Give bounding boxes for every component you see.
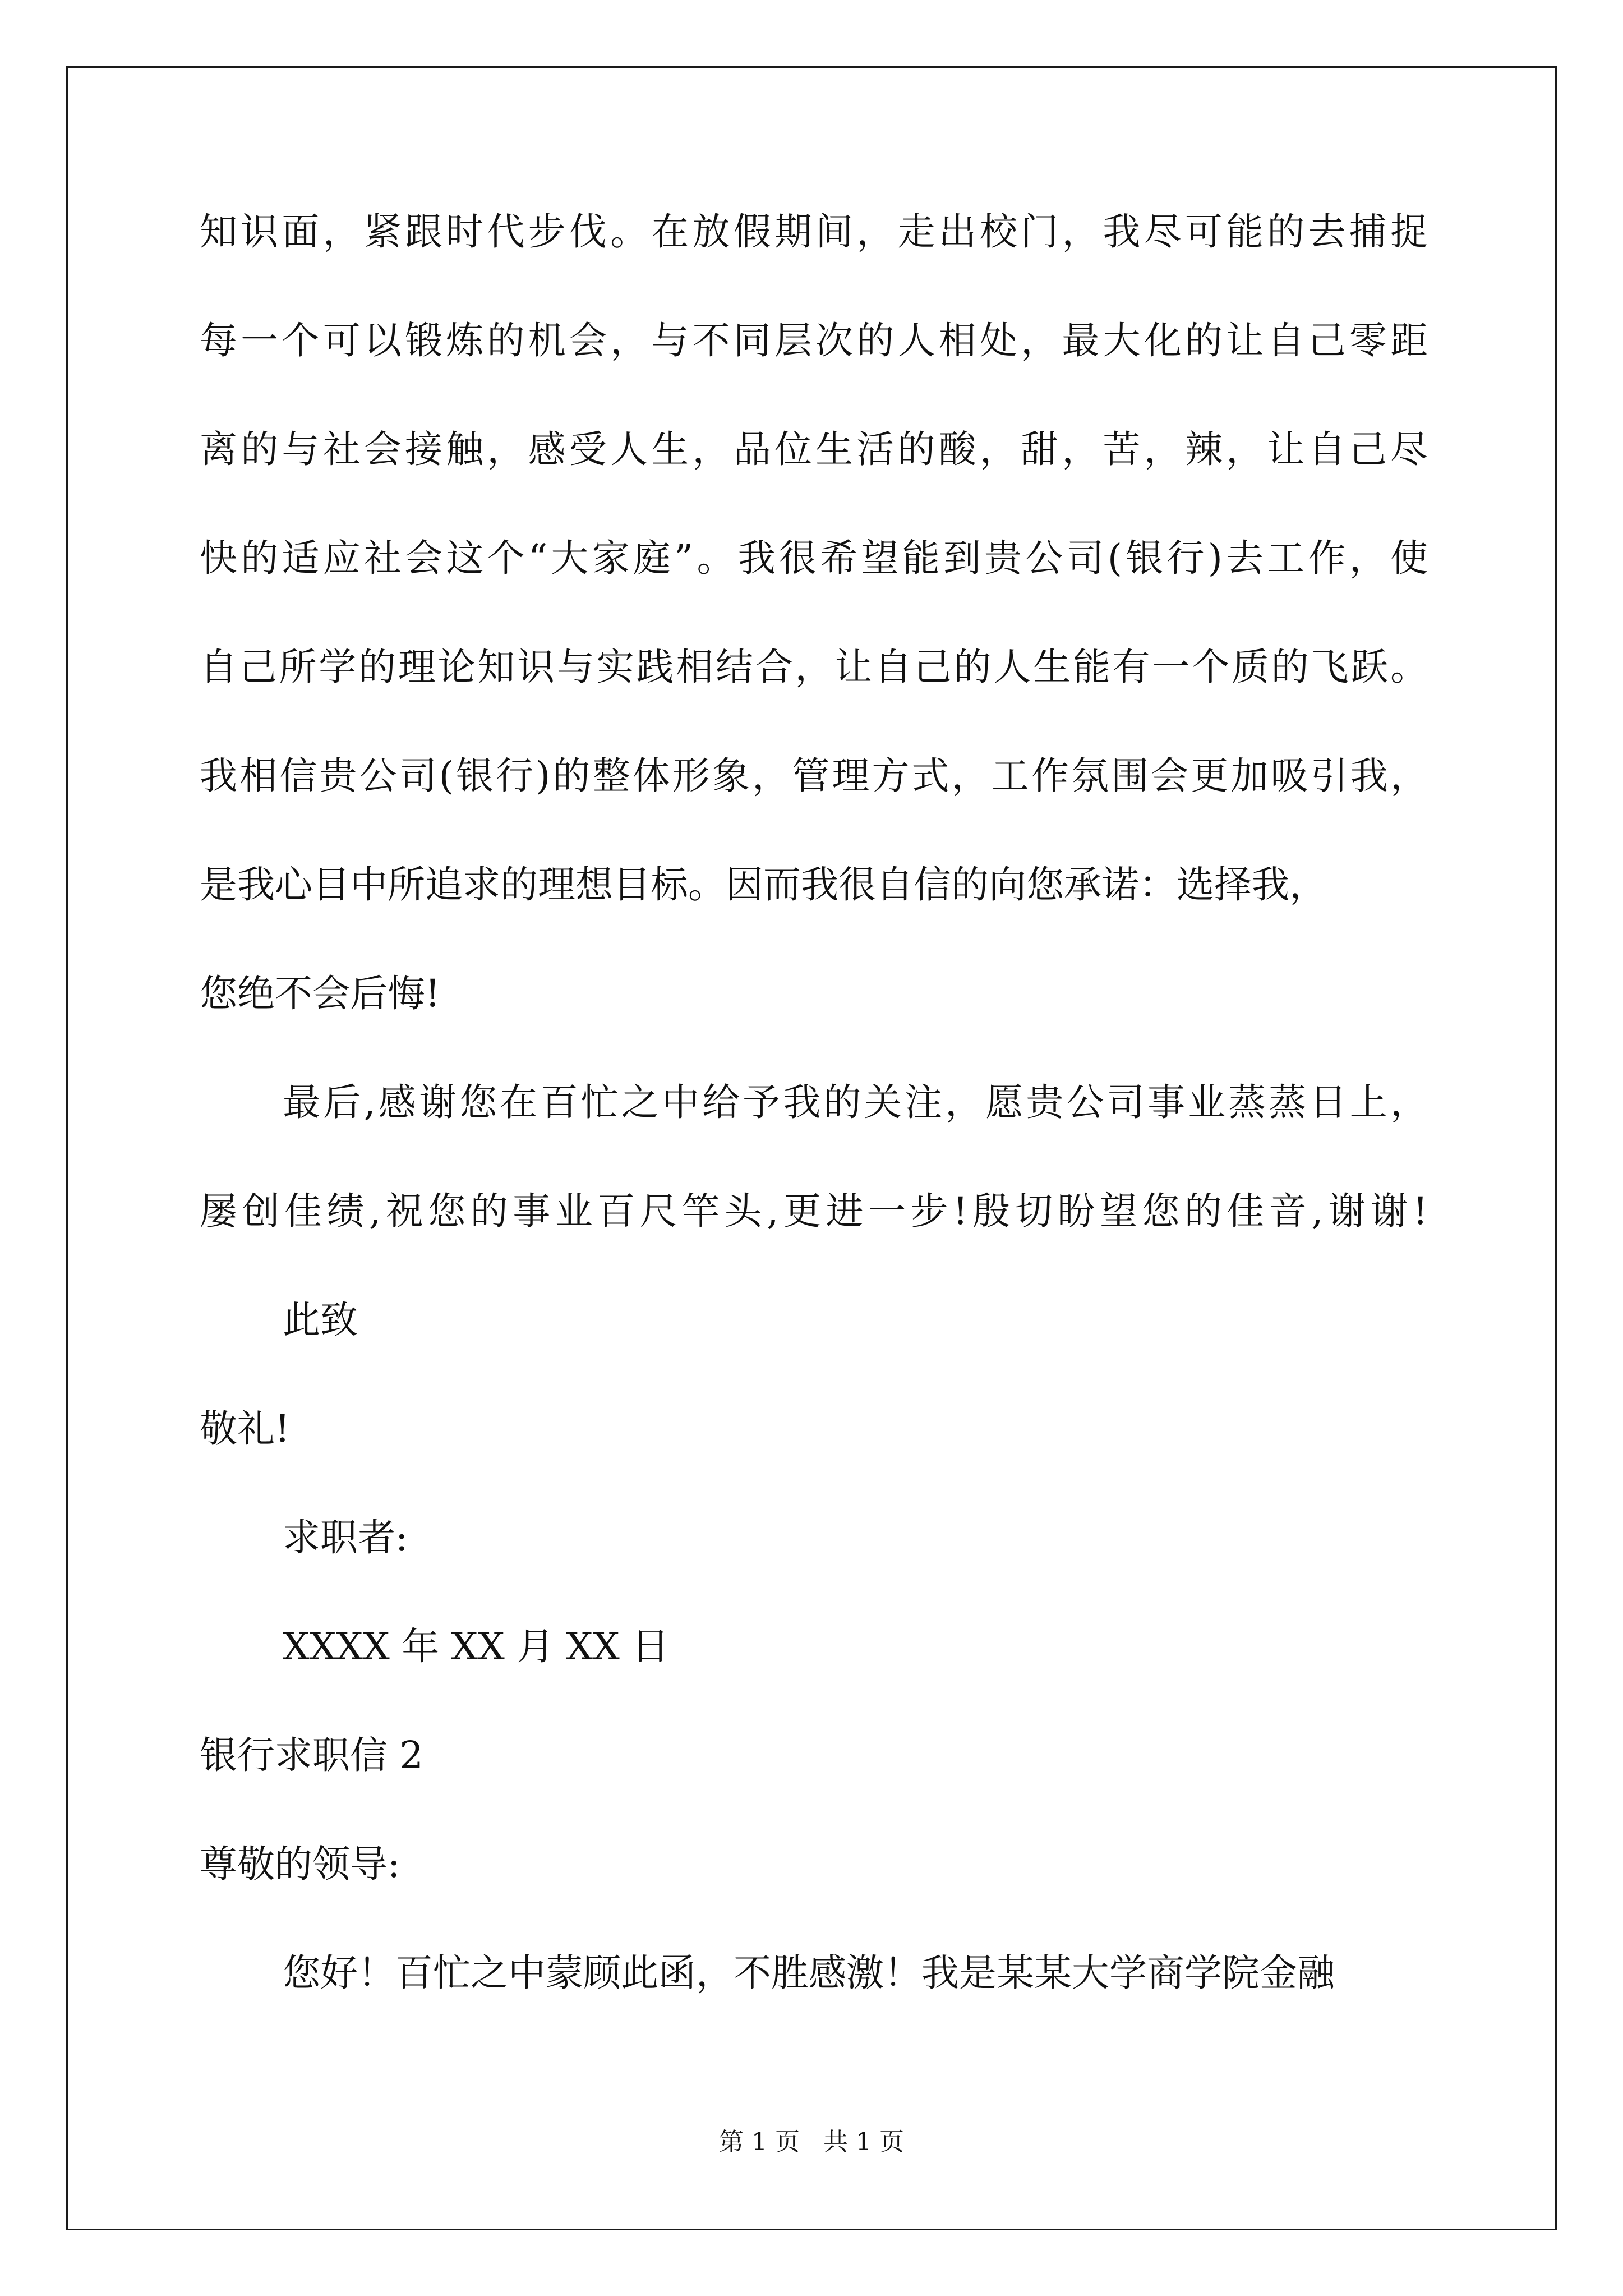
greeting: 尊敬的领导: [200, 1842, 400, 1886]
paragraph-line: 自己所学的理论知识与实践相结合，让自己的人生能有一个质的飞跃。 [200, 645, 1428, 689]
closing-paragraph-line: 屡创佳绩,祝您的事业百尺竿头,更进一步!殷切盼望您的佳音,谢谢! [200, 1189, 1428, 1233]
paragraph-line: 是我心目中所追求的理想目标。因而我很自信的向您承诺：选择我， [200, 863, 1327, 907]
salutation-cizhi: 此致 [283, 1298, 358, 1342]
page-footer: 第 1 页 共 1 页 [719, 2128, 904, 2156]
paragraph-line: 知识面，紧跟时代步伐。在放假期间，走出校门，我尽可能的去捕捉 [200, 210, 1428, 254]
closing-paragraph-line: 最后,感谢您在百忙之中给予我的关注，愿贵公司事业蒸蒸日上， [283, 1080, 1428, 1124]
paragraph-line: 您绝不会后悔! [200, 972, 440, 1015]
paragraph-line: 快的适应社会这个“大家庭”。我很希望能到贵公司(银行)去工作，使 [200, 536, 1428, 580]
page-border [66, 66, 1557, 2230]
paragraph-line: 我相信贵公司(银行)的整体形象，管理方式，工作氛围会更加吸引我， [200, 754, 1428, 798]
paragraph-line: 每一个可以锻炼的机会，与不同层次的人相处，最大化的让自己零距 [200, 319, 1428, 362]
signature-applicant: 求职者: [283, 1516, 408, 1559]
paragraph-line: 离的与社会接触，感受人生，品位生活的酸，甜，苦，辣，让自己尽 [200, 427, 1428, 471]
section-title: 银行求职信 2 [200, 1733, 423, 1777]
salutation-jingli: 敬礼! [200, 1407, 290, 1451]
signature-date: XXXX 年 XX 月 XX 日 [283, 1625, 670, 1668]
paragraph-line: 您好！百忙之中蒙顾此函，不胜感激！我是某某大学商学院金融 [283, 1951, 1335, 1995]
